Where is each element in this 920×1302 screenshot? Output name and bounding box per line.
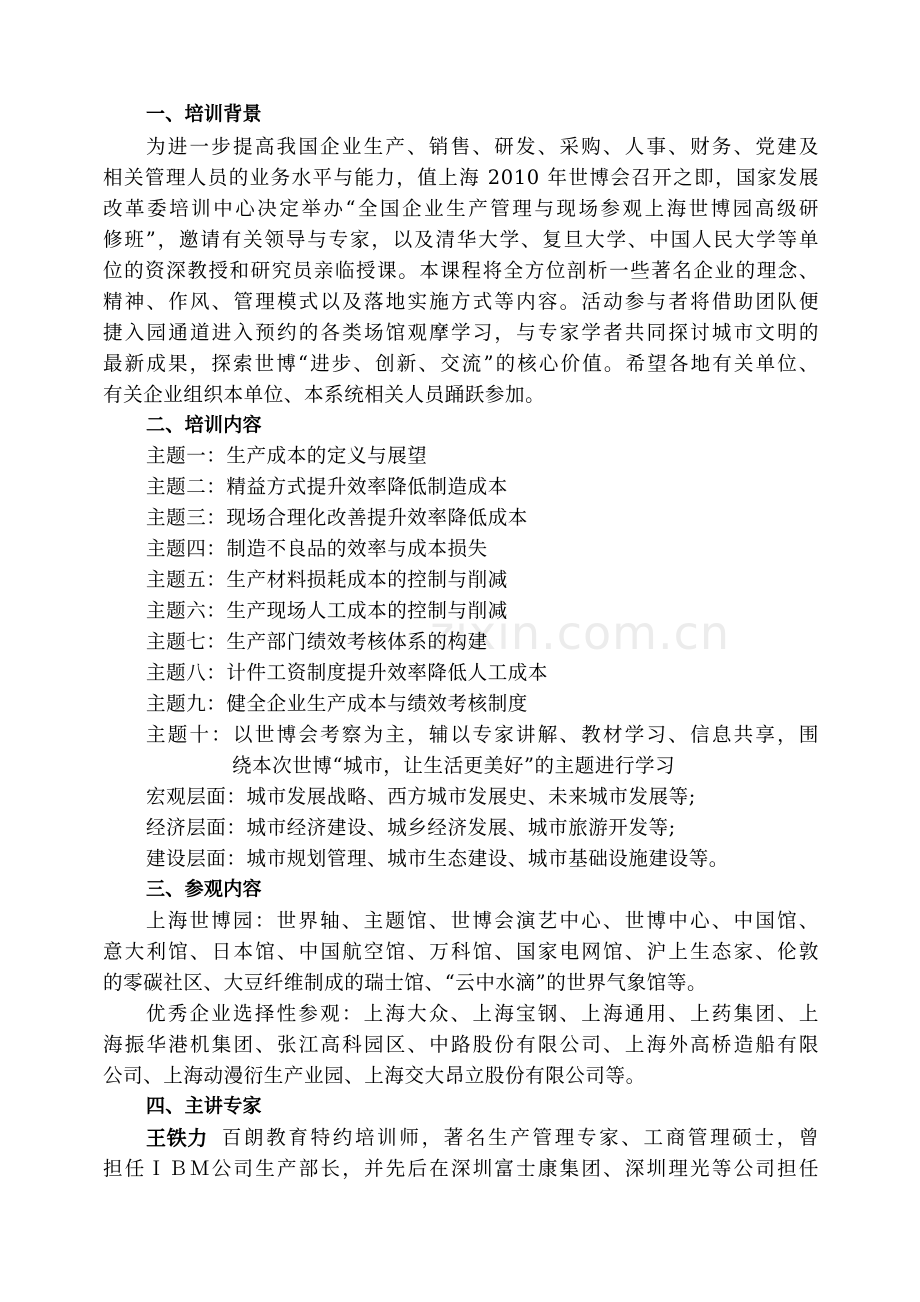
topic-item: 主题五：生产材料损耗成本的控制与削减: [146, 568, 508, 591]
paragraph-line: 精神、作风、管理模式以及落地实施方式等内容。活动参与者将借助团队便: [103, 290, 819, 313]
topic-item: 主题十：以世博会考察为主，辅以专家讲解、教材学习、信息共享，围: [146, 723, 819, 746]
topic-item: 主题四：制造不良品的效率与成本损失: [146, 537, 488, 560]
topic-item: 主题八：计件工资制度提升效率降低人工成本: [146, 661, 549, 684]
paragraph-line: 海振华港机集团、张江高科园区、中路股份有限公司、上海外高桥造船有限: [103, 1033, 819, 1056]
topic-item: 主题七：生产部门绩效考核体系的构建: [146, 630, 488, 653]
paragraph-line: 相关管理人员的业务水平与能力，值上海 2010 年世博会召开之即，国家发展: [103, 166, 819, 189]
section-heading-background: 一、培训背景: [146, 103, 262, 125]
paragraph-line: 有关企业组织本单位、本系统相关人员踊跃参加。: [103, 383, 546, 406]
topic-item: 主题一：生产成本的定义与展望: [146, 444, 428, 467]
paragraph-line: 最新成果，探索世博“进步、创新、交流”的核心价值。希望各地有关单位、: [103, 352, 819, 375]
paragraph-line: 意大利馆、日本馆、中国航空馆、万科馆、国家电网馆、沪上生态家、伦敦: [103, 940, 819, 963]
level-item: 经济层面：城市经济建设、城乡经济发展、城市旅游开发等;: [146, 816, 676, 839]
paragraph-line: 改革委培训中心决定举办“全国企业生产管理与现场参观上海世博园高级研: [103, 197, 819, 220]
topic-item-continuation: 绕本次世博“城市，让生活更美好”的主题进行学习: [232, 754, 676, 777]
expert-bio-line: 担任ＩＢＭ公司生产部长，并先后在深圳富士康集团、深圳理光等公司担任: [103, 1157, 819, 1180]
paragraph-line: 捷入园通道进入预约的各类场馆观摩学习，与专家学者共同探讨城市文明的: [103, 321, 819, 344]
section-heading-experts: 四、主讲专家: [146, 1095, 262, 1117]
paragraph-line: 的零碳社区、大豆纤维制成的瑞士馆、“云中水滴”的世界气象馆等。: [103, 971, 708, 994]
expert-name: 王铁力: [146, 1126, 208, 1150]
expert-intro-line: [146, 1126, 819, 1150]
paragraph-line: 公司、上海动漫衍生产业园、上海交大昂立股份有限公司等。: [103, 1064, 646, 1087]
level-item: 建设层面：城市规划管理、城市生态建设、城市基础设施建设等。: [146, 847, 729, 870]
paragraph-line: 修班”，邀请有关领导与专家，以及清华大学、复旦大学、中国人民大学等单: [103, 228, 819, 251]
paragraph-line: 上海世博园：世界轴、主题馆、世博会演艺中心、世博中心、中国馆、: [146, 909, 819, 932]
watermark: zixin.com.cn: [430, 606, 731, 660]
topic-item: 主题三：现场合理化改善提升效率降低成本: [146, 506, 528, 529]
section-heading-content: 二、培训内容: [146, 414, 262, 436]
topic-item: 主题九：健全企业生产成本与绩效考核制度: [146, 692, 528, 715]
expert-bio-line: 百朗教育特约培训师，著名生产管理专家、工商管理硕士，曾: [221, 1126, 819, 1149]
paragraph-line: 优秀企业选择性参观：上海大众、上海宝钢、上海通用、上药集团、上: [146, 1002, 819, 1025]
section-heading-visit: 三、参观内容: [146, 878, 262, 900]
topic-item: 主题六：生产现场人工成本的控制与削减: [146, 599, 508, 622]
paragraph-line: 位的资深教授和研究员亲临授课。本课程将全方位剖析一些著名企业的理念、: [103, 259, 819, 282]
paragraph-line: 为进一步提高我国企业生产、销售、研发、采购、人事、财务、党建及: [146, 135, 819, 158]
level-item: 宏观层面：城市发展战略、西方城市发展史、未来城市发展等;: [146, 785, 696, 808]
topic-item: 主题二：精益方式提升效率降低制造成本: [146, 475, 508, 498]
